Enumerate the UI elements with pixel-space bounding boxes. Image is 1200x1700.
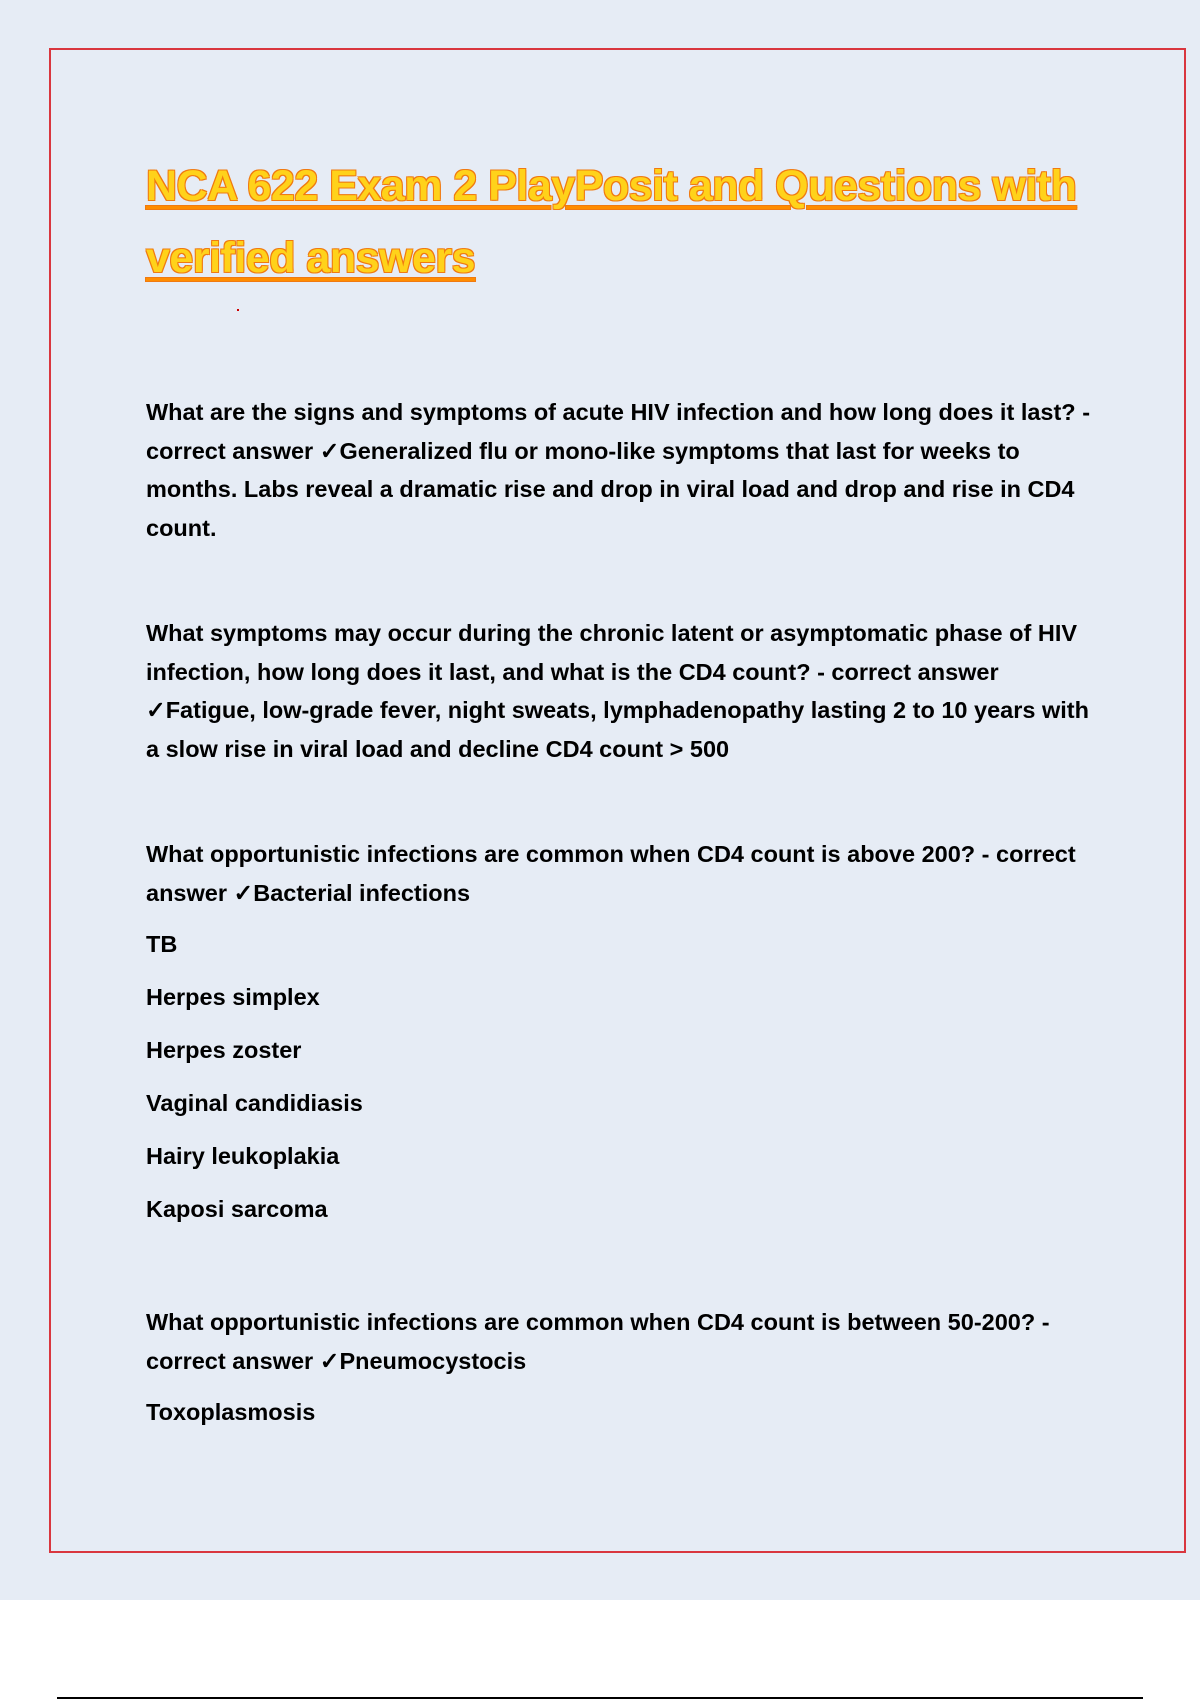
list-item: Herpes simplex (146, 984, 320, 1010)
stray-mark (237, 309, 239, 311)
list-item: Kaposi sarcoma (146, 1196, 328, 1222)
qa-paragraph (146, 1303, 1096, 1380)
answer-list (146, 1386, 1096, 1439)
list-item: Toxoplasmosis (146, 1399, 316, 1425)
document-title: NCA 622 Exam 2 PlayPosit and Questions with verified answers (146, 162, 1077, 282)
question-text: What opportunistic infections are common when CD4 count is above 200? - correct answer (146, 841, 1076, 906)
answer-list (146, 918, 1096, 1236)
answer-text: Generalized flu or mono-like symptoms that last for weeks to months. Labs reveal a dramatic rise and drop in viral load and drop and rise in CD4 count. (146, 437, 1075, 541)
checkmark-icon: ✓ (146, 697, 166, 723)
qa-paragraph (146, 614, 1096, 768)
qa-block-3 (146, 835, 1096, 1236)
qa-block-2 (146, 614, 1096, 768)
footer-divider (57, 1697, 1143, 1699)
checkmark-icon: ✓ (233, 879, 254, 906)
answer-text: Fatigue, low-grade fever, night sweats, lymphadenopathy lasting 2 to 10 years with a slow rise in viral load and decline CD4 count > 500 (146, 697, 1089, 762)
question-text: What symptoms may occur during the chronic latent or asymptomatic phase of HIV infection, how long does it last, and what is the CD4 count? - correct answer (146, 620, 1078, 685)
qa-paragraph (146, 835, 1096, 912)
list-item: Vaginal candidiasis (146, 1090, 363, 1116)
list-item: TB (146, 931, 178, 957)
list-item: Herpes zoster (146, 1037, 302, 1063)
question-text: What opportunistic infections are common when CD4 count is between 50-200? - correct answer (146, 1309, 1050, 1374)
question-text: What are the signs and symptoms of acute HIV infection and how long does it last? - correct answer (146, 399, 1091, 464)
list-item: Hairy leukoplakia (146, 1143, 340, 1169)
answer-text: Bacterial infections (253, 879, 471, 906)
qa-paragraph (146, 393, 1096, 547)
qa-block-1 (146, 393, 1096, 547)
answer-text: Pneumocystocis (339, 1347, 527, 1374)
qa-block-4 (146, 1303, 1096, 1439)
checkmark-icon: ✓ (319, 1347, 340, 1374)
checkmark-icon: ✓ (319, 437, 340, 464)
